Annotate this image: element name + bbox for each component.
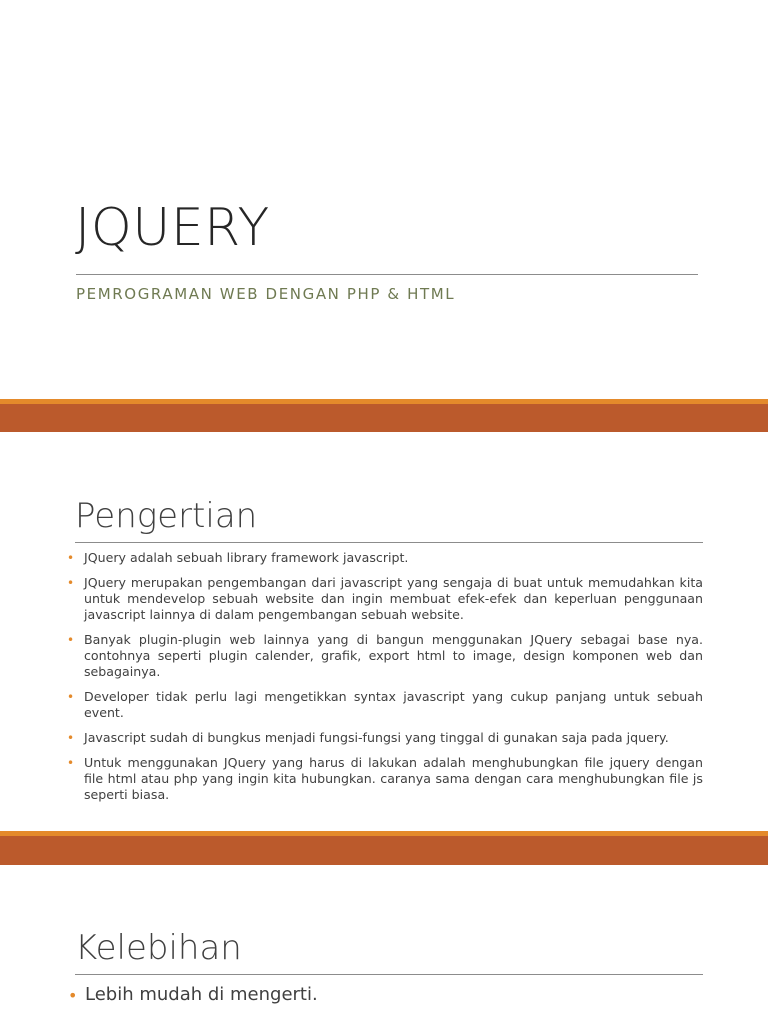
section-title: Pengertian [75, 496, 258, 536]
list-item-text: Untuk menggunakan JQuery yang harus di lakukan adalah menghubungkan file jquery dengan file html atau php yang ingin kita hubungkan. caranya sama dengan cara menghubungkan file js seperti biasa. [84, 755, 703, 802]
slide-title: JQUERY [75, 198, 270, 258]
bullet-icon: • [67, 576, 75, 590]
bullet-icon: • [67, 731, 75, 745]
list-item [67, 755, 703, 803]
title-divider [76, 274, 698, 275]
list-item [67, 730, 703, 746]
slide-separator-accent [0, 399, 768, 404]
list-item-text: JQuery merupakan pengembangan dari javascript yang sengaja di buat untuk memudahkan kita untuk mendevelop sebuah website dan ingin membuat efek-efek dan keperluan penggunaan javascript lainnya di dalam pengembangan sebuah website. [84, 575, 703, 622]
section-divider [75, 542, 703, 543]
list-item [67, 689, 703, 721]
list-item [67, 575, 703, 623]
bullet-icon: • [67, 756, 75, 770]
list-item-text: JQuery adalah sebuah library framework javascript. [84, 550, 409, 565]
list-item [68, 983, 704, 1007]
title-slide [0, 0, 768, 400]
bullet-icon: • [67, 551, 75, 565]
slide-separator-accent [0, 831, 768, 836]
bullet-icon: • [68, 986, 78, 1005]
bullet-icon: • [67, 690, 75, 704]
list-item-text: Lebih mudah di mengerti. [85, 984, 318, 1005]
section-title: Kelebihan [75, 928, 242, 968]
bullet-list [67, 550, 703, 812]
bullet-icon: • [67, 633, 75, 647]
list-item-text: Developer tidak perlu lagi mengetikkan syntax javascript yang cukup panjang untuk sebuah event. [84, 689, 703, 720]
list-item [67, 632, 703, 680]
list-item [67, 550, 703, 566]
list-item-text: Javascript sudah di bungkus menjadi fungsi-fungsi yang tinggal di gunakan saja pada jquery. [84, 730, 669, 745]
section-divider [75, 974, 703, 975]
bullet-list [68, 983, 704, 1017]
slide-subtitle: PEMROGRAMAN WEB DENGAN PHP & HTML [76, 285, 456, 303]
list-item-text: Banyak plugin-plugin web lainnya yang di bangun menggunakan JQuery sebagai base nya. contohnya seperti plugin calender, grafik, export html to image, design komponen web dan sebagainya. [84, 632, 703, 679]
slide-separator [0, 831, 768, 865]
